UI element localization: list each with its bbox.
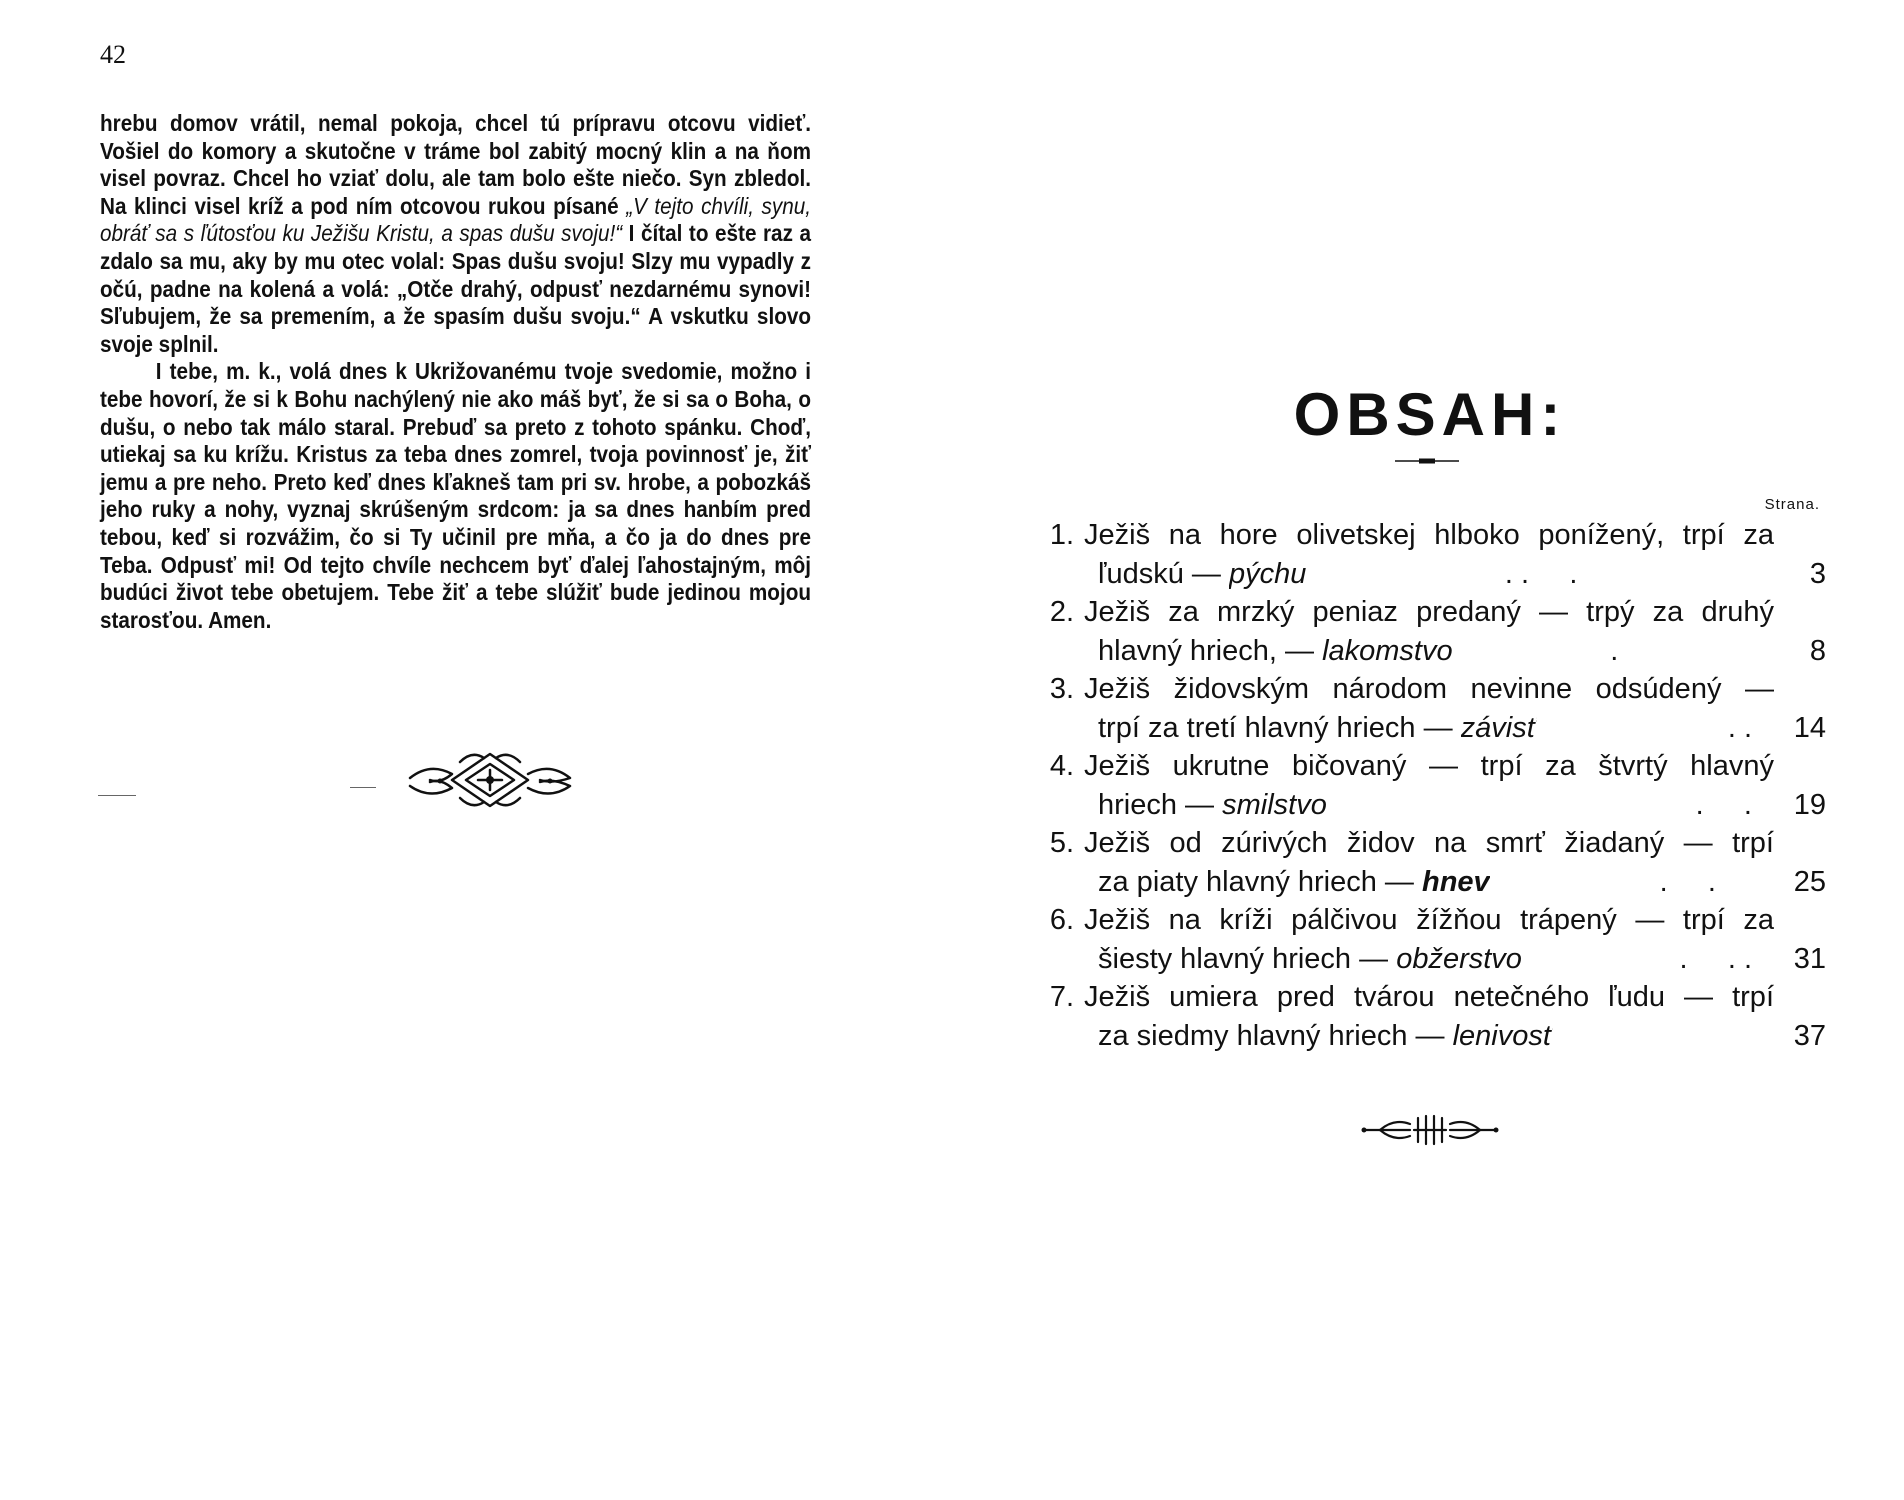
page-column-label: Strana. (1764, 496, 1820, 513)
toc-entry-title: Ježiš ukrutne bičovaný — trpí za štvrtý hlavný (1084, 750, 1774, 782)
toc-entry-number: 4. (1049, 750, 1074, 782)
ornament-flourish-icon (400, 740, 580, 820)
toc-entry-sin: pýchu (1228, 557, 1307, 590)
page-number: 42 (100, 40, 126, 69)
toc-entry-page: 14 (1793, 711, 1826, 744)
toc-entry-continuation: ľudskú — (1098, 557, 1221, 590)
toc-entry-page: 37 (1793, 1019, 1826, 1052)
toc-entry (1020, 747, 1826, 824)
toc-entry-number: 2. (1049, 596, 1074, 628)
toc-heading: OBSAH: (1293, 381, 1567, 448)
toc-entry-page: 31 (1793, 942, 1826, 975)
toc-entry-title: Ježiš od zúrivých židov na smrť žiadaný — trpí (1084, 827, 1774, 859)
toc-entry-page: 25 (1793, 865, 1826, 898)
toc-entry-page: 3 (1809, 557, 1826, 590)
toc-entry-leader: . . . (1504, 557, 1578, 590)
toc-entry-sin: hnev (1422, 865, 1490, 898)
toc-entry (1020, 901, 1826, 978)
toc-entry-sin: lenivosť (1452, 1019, 1554, 1052)
toc-entry (1020, 670, 1826, 747)
heading-rule-icon (1395, 456, 1459, 466)
print-speck (98, 795, 136, 796)
sermon-text (100, 110, 811, 634)
toc-entry-continuation: trpí za tretí hlavný hriech — (1098, 711, 1453, 744)
toc-entry-title: Ježiš na kríži pálčivou žížňou trápený — trpí za (1084, 904, 1774, 936)
toc-entry-page: 19 (1793, 788, 1826, 821)
paragraph-1-after-quote: I čítal to ešte raz a zdalo sa mu, aky by mu otec volal: Spas dušu svoju! Slzy mu vypadly z očú, padne na kolená a volá: „Otče drahý, odpusť nezdarnému synovi! Sľubujem, že sa premením, a že spasím dušu svoju.“ A vskutku slovo svoje splnil. (100, 220, 811, 357)
sermon-paragraph-2: I tebe, m. k., volá dnes k Ukrižovanému tvoje svedomie, možno i tebe hovorí, že si k Bohu nachýlený nie ako máš byť, že si sa o Boha, o dušu, o nebo tak málo staral. Prebuď sa preto z tohoto spánku. Choď, utiekaj sa ku krížu. Kristus za teba dnes zomrel, tvoja povinnosť je, žiť jemu a pre neho. Preto keď dnes kľakneš tam pri sv. hrobe, a pobozkáš jeho ruky a nohy, vyznaj skrúšeným srdcom: ja sa dnes hanbím pred tebou, keď si rozvážim, čo si Ty učinil pre mňa, a čo ja do dnes pre Teba. Odpusť mi! Od tejto chvíle nechcem byť ďalej ľahostajným, môj budúci život tebe obetujem. Tebe žiť a tebe slúžiť bude jedinou mojou starosťou. Amen. (100, 358, 812, 633)
table-of-contents (1020, 516, 1826, 1055)
ornament-tailpiece-icon (1360, 1110, 1500, 1150)
toc-entry-leader: . . (1659, 865, 1716, 898)
paragraph-1-quote: „V tejto chvíli, synu, obráť sa s ľútosťou ku Ježišu Kristu, a spas dušu svoju!“ (100, 192, 811, 247)
toc-entry-number: 5. (1049, 827, 1074, 859)
toc-entry-title: Ježiš na hore olivetskej hlboko ponížený, trpí za (1084, 519, 1774, 551)
toc-entry (1020, 593, 1826, 670)
toc-entry-sin: závisť (1460, 711, 1537, 744)
toc-entry (1020, 824, 1826, 901)
toc-entry-continuation: šiesty hlavný hriech — (1098, 942, 1389, 975)
toc-entry-leader: . . (1727, 711, 1752, 744)
toc-entry-page: 8 (1809, 634, 1826, 667)
toc-entry-continuation: hlavný hriech, — (1098, 634, 1314, 667)
toc-entry-title: Ježiš umiera pred tvárou netečného ľudu — trpí (1084, 981, 1774, 1013)
toc-entry-sin: lakomstvo (1322, 634, 1453, 667)
toc-entry-continuation: hriech — (1098, 788, 1215, 821)
toc-entry-number: 1. (1049, 519, 1074, 551)
sermon-paragraph-1 (100, 110, 811, 358)
toc-entry-leader: . (1610, 634, 1619, 667)
paragraph-1-before-quote: hrebu domov vrátil, nemal pokoja, chcel tú prípravu otcovu vidieť. Vošiel do komory a skutočne v tráme bol zabitý mocný klin a na ňom visel povraz. Chcel ho vziať dolu, ale tam bolo ešte niečo. Syn zbledol. Na klinci visel kríž a pod ním otcovou rukou písané (100, 110, 811, 219)
toc-entry-sin: obžerstvo (1396, 942, 1522, 975)
toc-entry-leader: . . (1695, 788, 1752, 821)
toc-entry-number: 6. (1049, 904, 1074, 936)
toc-entry-leader: . . . (1679, 942, 1752, 975)
toc-entry-number: 3. (1049, 673, 1074, 705)
toc-entry-number: 7. (1049, 981, 1074, 1013)
toc-entry-title: Ježiš za mrzký peniaz predaný — trpý za druhý (1084, 596, 1774, 628)
toc-entry-title: Ježiš židovským národom nevinne odsúdený — (1084, 673, 1774, 705)
toc-entry (1020, 978, 1826, 1055)
toc-entry-continuation: za piaty hlavný hriech — (1098, 865, 1414, 898)
print-speck (350, 787, 376, 788)
toc-entry-continuation: za siedmy hlavný hriech — (1098, 1019, 1445, 1052)
toc-entry-sin: smilstvo (1222, 788, 1327, 821)
toc-entry (1020, 516, 1826, 593)
